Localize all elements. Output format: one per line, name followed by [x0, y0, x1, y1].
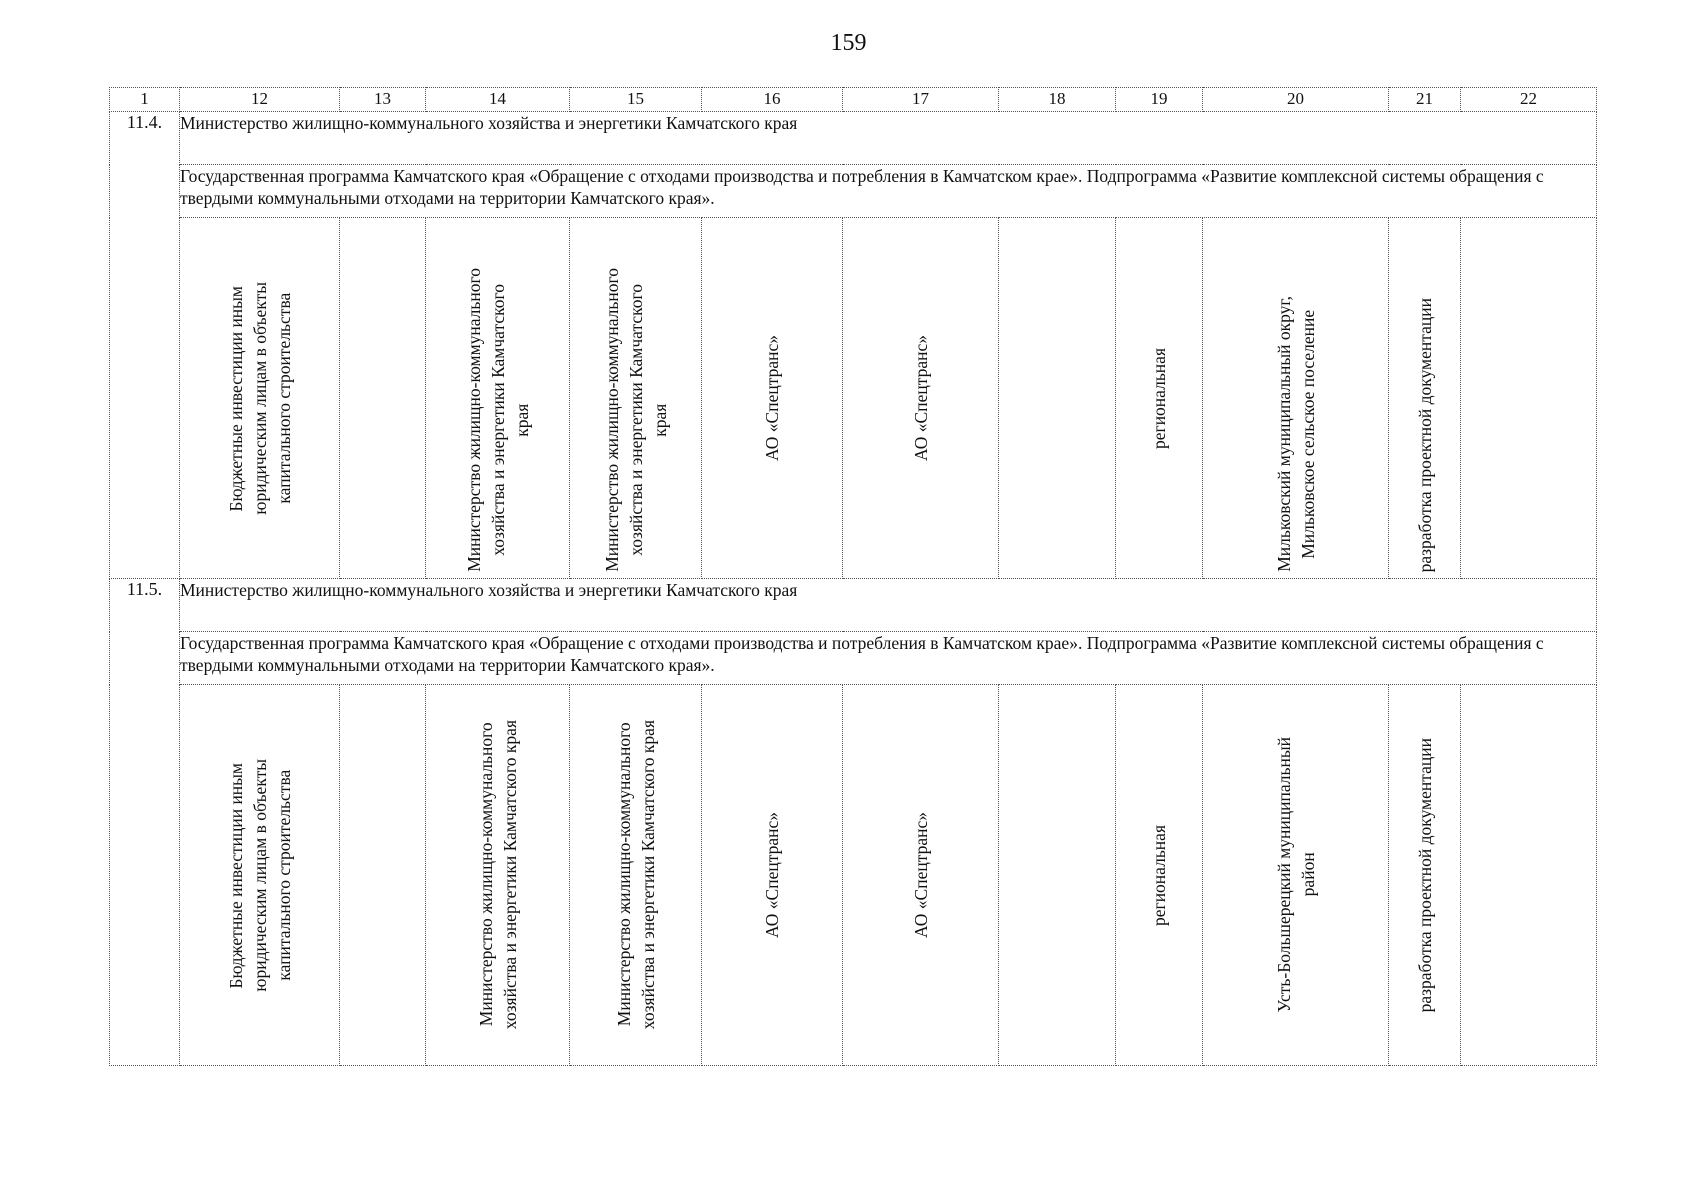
cell-17 [843, 218, 999, 579]
page-number: 159 [830, 30, 867, 56]
table-row [110, 579, 1597, 632]
cell-21 [1389, 685, 1461, 1066]
header-cell: 20 [1203, 88, 1389, 112]
cell-22 [1461, 685, 1597, 1066]
cell-12 [180, 685, 340, 1066]
program-name: Государственная программа Камчатского края «Обращение с отходами производства и потребления в Камчатском крае». Подпрограмма «Развитие комплексной системы обращения с твердыми коммунальными отходами на территории Камчатского края». [180, 165, 1597, 218]
cell-text: Министерство жилищно-коммунального хозяйства и энергетики Камчатского края [463, 268, 532, 572]
ministry-name: Министерство жилищно-коммунального хозяйства и энергетики Камчатского края [180, 579, 1597, 632]
header-cell: 15 [570, 88, 702, 112]
cell-22 [1461, 218, 1597, 579]
cell-13 [340, 218, 426, 579]
cell-16 [702, 685, 843, 1066]
header-cell: 1 [110, 88, 180, 112]
cell-20 [1203, 218, 1389, 579]
cell-20 [1203, 685, 1389, 1066]
cell-text: разработка проектной документации [1414, 297, 1435, 572]
cell-13 [340, 685, 426, 1066]
table-row [110, 632, 1597, 685]
cell-18 [999, 218, 1116, 579]
row-number: 11.5. [110, 579, 180, 1066]
cell-text: АО «Спецтранс» [762, 812, 782, 938]
cell-text: разработка проектной документации [1414, 737, 1435, 1013]
header-cell: 16 [702, 88, 843, 112]
cell-17 [843, 685, 999, 1066]
cell-text: Бюджетные инвестиции иным юридическим лицам в объекты капитального строительства [225, 758, 294, 992]
cell-text: АО «Спецтранс» [762, 335, 782, 461]
cell-14 [426, 218, 570, 579]
cell-21 [1389, 218, 1461, 579]
cell-text: региональная [1149, 347, 1169, 449]
program-name: Государственная программа Камчатского края «Обращение с отходами производства и потребления в Камчатском крае». Подпрограмма «Развитие комплексной системы обращения с твердыми коммунальными отходами на территории Камчатского края». [180, 632, 1597, 685]
cell-14 [426, 685, 570, 1066]
cell-19 [1116, 218, 1203, 579]
cell-12 [180, 218, 340, 579]
table-row [110, 112, 1597, 165]
cell-16 [702, 218, 843, 579]
cell-18 [999, 685, 1116, 1066]
cell-text: Усть-Большерецкий муниципальный район [1273, 737, 1318, 1013]
ministry-name: Министерство жилищно-коммунального хозяйства и энергетики Камчатского края [180, 112, 1597, 165]
cell-text: Министерство жилищно-коммунального хозяйства и энергетики Камчатского края [613, 720, 658, 1030]
table-row [110, 218, 1597, 579]
header-cell: 17 [843, 88, 999, 112]
header-cell: 22 [1461, 88, 1597, 112]
header-cell: 18 [999, 88, 1116, 112]
column-number-header-row [110, 88, 1597, 112]
header-cell: 21 [1389, 88, 1461, 112]
cell-text: АО «Спецтранс» [910, 812, 931, 938]
cell-15 [570, 685, 702, 1066]
cell-text: Бюджетные инвестиции иным юридическим лицам в объекты капитального строительства [225, 281, 294, 515]
cell-19 [1116, 685, 1203, 1066]
header-cell: 12 [180, 88, 340, 112]
header-cell: 19 [1116, 88, 1203, 112]
header-cell: 14 [426, 88, 570, 112]
document-table [109, 87, 1597, 1066]
cell-text: Министерство жилищно-коммунального хозяйства и энергетики Камчатского края [475, 720, 520, 1030]
cell-15 [570, 218, 702, 579]
table-row [110, 685, 1597, 1066]
table-row [110, 165, 1597, 218]
cell-text: Мильковский муниципальный округ, Мильковское сельское поселение [1273, 296, 1318, 572]
cell-text: АО «Спецтранс» [910, 335, 931, 461]
row-number: 11.4. [110, 112, 180, 579]
cell-text: Министерство жилищно-коммунального хозяйства и энергетики Камчатского края [601, 268, 670, 572]
header-cell: 13 [340, 88, 426, 112]
cell-text: региональная [1149, 824, 1169, 926]
